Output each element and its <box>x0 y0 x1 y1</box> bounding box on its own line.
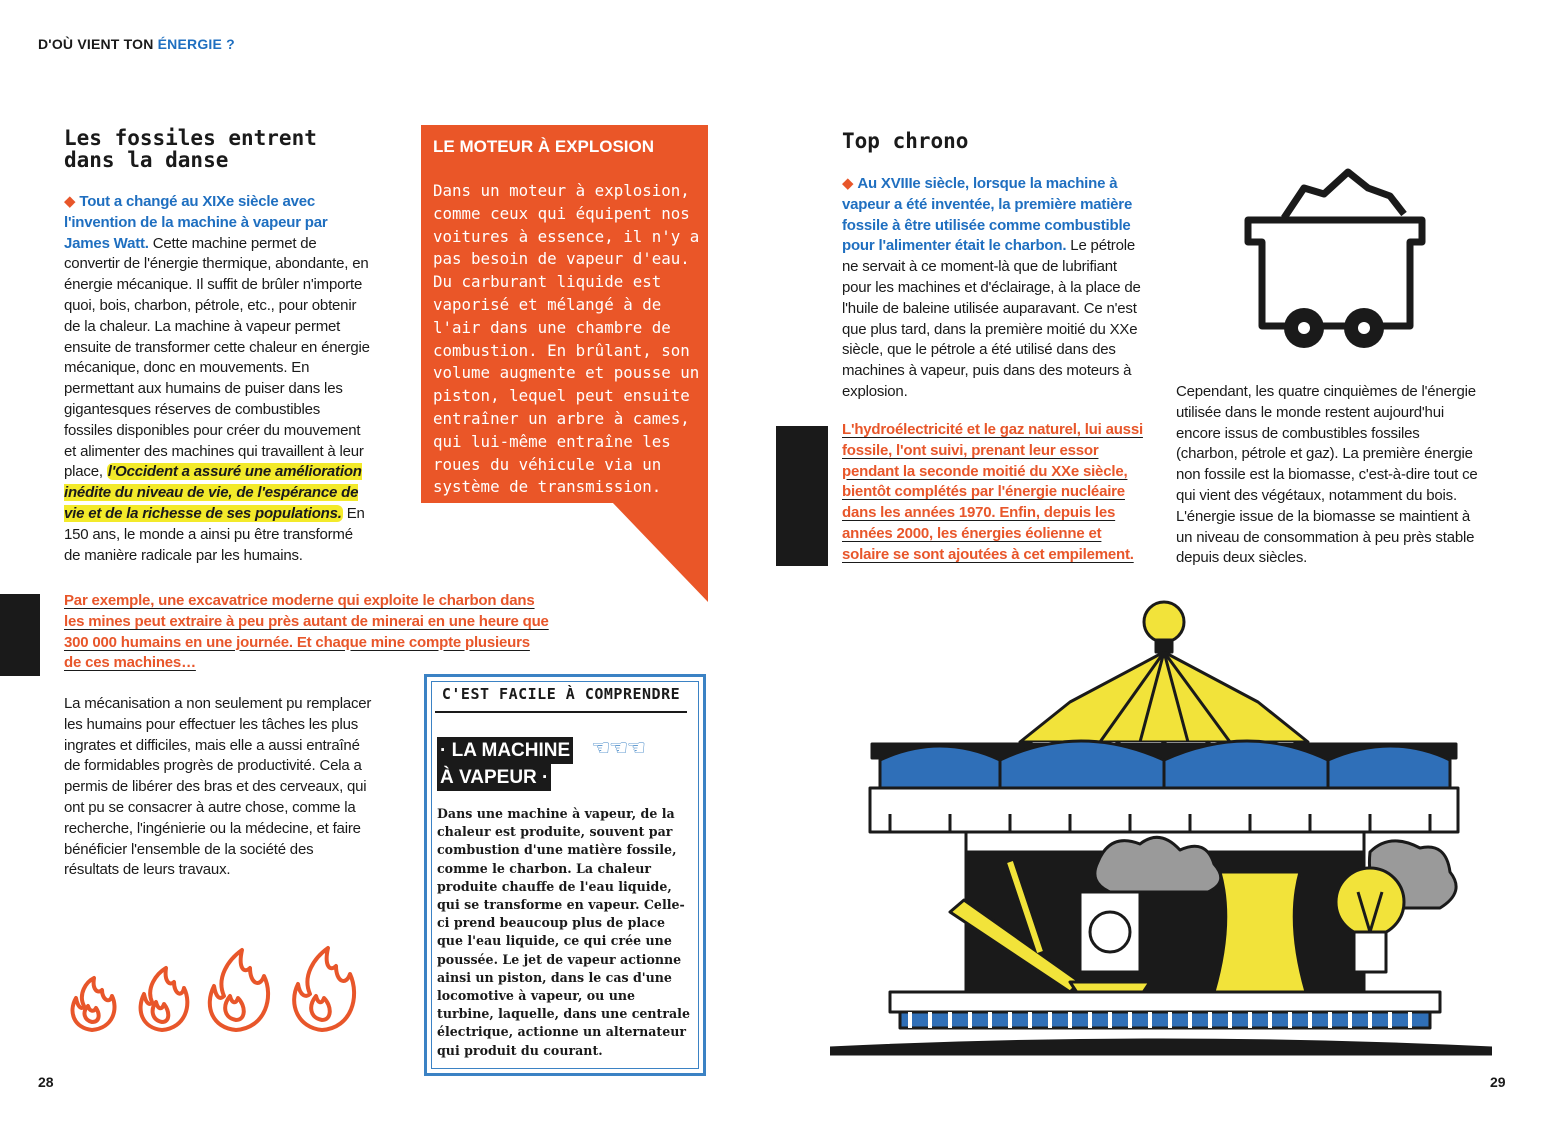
pointing-hand-icon: ☜☜☜ <box>591 735 645 760</box>
carousel-illustration <box>830 592 1492 1058</box>
page-number-left: 28 <box>38 1074 54 1090</box>
moteur-title: LE MOTEUR À EXPLOSION <box>433 137 655 156</box>
mine-cart-icon <box>1238 166 1432 356</box>
flame-icon <box>73 978 115 1030</box>
flames-illustration <box>66 938 361 1034</box>
intro-bold-text: Au XVIIIe siècle, lorsque la machine à vapeur a été inventée, la première matière fossile à être utilisée comme combustible pour l'alimenter était le charbon. <box>842 175 1133 255</box>
facile-text: Dans une machine à vapeur, de la chaleur est produite, souvent par combustion d'une matière fossile, comme le charbon. La chaleur produite chauffe de l'eau liquide, qui se transforme en vapeur. Celle-ci prend beaucoup plus de place que l'eau liquide, ce qui crée une poussée. Le jet de vapeur actionne ainsi un piston, dans le cas d'une locomotive à vapeur, ou une turbine, laquelle, dans une centrale électrique, actionne un alternateur qui produit du courant. <box>437 806 690 1058</box>
right-orange-paragraph <box>842 420 1148 566</box>
section-heading-fossiles <box>64 127 394 171</box>
right-paragraph-1 <box>842 174 1147 403</box>
orange-underlined-text: L'hydroélectricité et le gaz naturel, lui aussi fossile, l'ont suivi, prenant leur essor pendant la seconde moitié du XXe siècle, bientôt complétés par l'énergie nucléaire dans les années 1970. Enfin, depuis les années 2000, les énergies éolienne et solaire se sont ajoutées à cet empilement. <box>842 421 1143 563</box>
paragraph-text: Le pétrole ne servait à ce moment-là que de lubrifiant pour les machines et d'éclairage, à la place de l'huile de baleine utilisée auparavant. Ce n'est que plus tard, dans la première moitié du XXe siècle, que le pétrole a été utilisé dans des machines à vapeur, puis dans des moteurs à explosion. <box>842 237 1141 400</box>
page-number-right: 29 <box>1490 1074 1506 1090</box>
facile-title: C'EST FACILE À COMPRENDRE <box>435 685 687 713</box>
left-paragraph-2: La mécanisation a non seulement pu remplacer les humains pour effectuer les tâches les plus ingrates et difficiles, mais elle a aussi entraîné de formidables progrès de productivité. Cela a permis de libérer des bras et des cerveaux, qui ont pu se consacrer à autre chose, comme la recherche, l'ingénierie ou la médecine, et faire bénéficier l'ensemble de la société des résultats de leurs travaux. <box>64 695 372 879</box>
facile-tag-line-1: · LA MACHINE <box>437 737 573 764</box>
moteur-body: Dans un moteur à explosion, comme ceux qui équipent nos voitures à essence, il n'y a pas besoin de vapeur d'eau. Du carburant liquide est vaporisé et mélangé à de l'air dans une chambre de combustion. En brûlant, son volume augmente et pousse un piston, lequel peut ensuite entraîner un arbre à cames, qui lui-même entraîne les roues du véhicule via un système de transmission. <box>433 181 700 497</box>
side-black-bar <box>0 594 40 676</box>
running-header <box>38 36 235 52</box>
intro-bold-text: Tout a changé au XIXe siècle avec l'invention de la machine à vapeur par James Watt. <box>64 193 328 252</box>
flame-icon <box>210 950 268 1030</box>
orange-underlined-text: Par exemple, une excavatrice moderne qui exploite le charbon dans les mines peut extraire à peu près autant de minerai en une heure que 300 000 humains en une journée. Et chaque mine compte plusieurs de ces machines… <box>64 592 549 672</box>
facile-tag-line-2: À VAPEUR · <box>437 764 551 791</box>
diamond-bullet-icon: ◆ <box>842 175 854 192</box>
highlighted-text: l'Occident a assuré une amélioration inédite du niveau de vie, de l'espérance de vie et de la richesse de ses populations. <box>64 463 362 522</box>
left-orange-paragraph <box>64 591 550 674</box>
facile-box <box>424 674 706 1076</box>
right-paragraph-2: Cependant, les quatre cinquièmes de l'énergie utilisée dans le monde restent aujourd'hui encore issus de combustibles fossiles (charbon, pétrole et gaz). La première énergie non fossile est la biomasse, c'est-à-dire tout ce qui vient des végétaux, notamment du bois. L'énergie issue de la biomasse se maintient à un niveau de consommation à peu près stable depuis deux siècles. <box>1176 383 1478 567</box>
left-paragraph-1 <box>64 192 372 566</box>
moteur-callout-box <box>421 125 708 503</box>
flame-icon <box>294 948 354 1030</box>
callout-tail <box>612 502 708 602</box>
heading-line-1: Les fossiles entrent <box>64 126 317 150</box>
flame-icon <box>141 968 188 1030</box>
section-heading-top-chrono: Top chrono <box>842 129 969 153</box>
heading-line-2: dans la danse <box>64 148 229 172</box>
paragraph-end-text: En 150 ans, le monde a ainsi pu être transformé de manière radicale par les humains. <box>64 504 365 564</box>
paragraph-text: Cette machine permet de convertir de l'énergie thermique, abondante, en énergie mécanique. Il suffit de brûler n'importe quoi, bois, charbon, pétrole, etc., pour obtenir de la chaleur. La machine à vapeur permet ensuite de transformer cette chaleur en énergie mécanique, donc en mouvements. En permettant aux humains de puiser dans les gigantesques réserves de combustibles fossiles disponibles pour créer du mouvement et alimenter des machines qui travaillent à leur place, <box>64 234 370 481</box>
header-text-accent: ÉNERGIE ? <box>157 36 235 52</box>
side-black-bar <box>776 426 828 566</box>
diamond-bullet-icon: ◆ <box>64 193 76 210</box>
header-text: D'OÙ VIENT TON <box>38 36 158 52</box>
